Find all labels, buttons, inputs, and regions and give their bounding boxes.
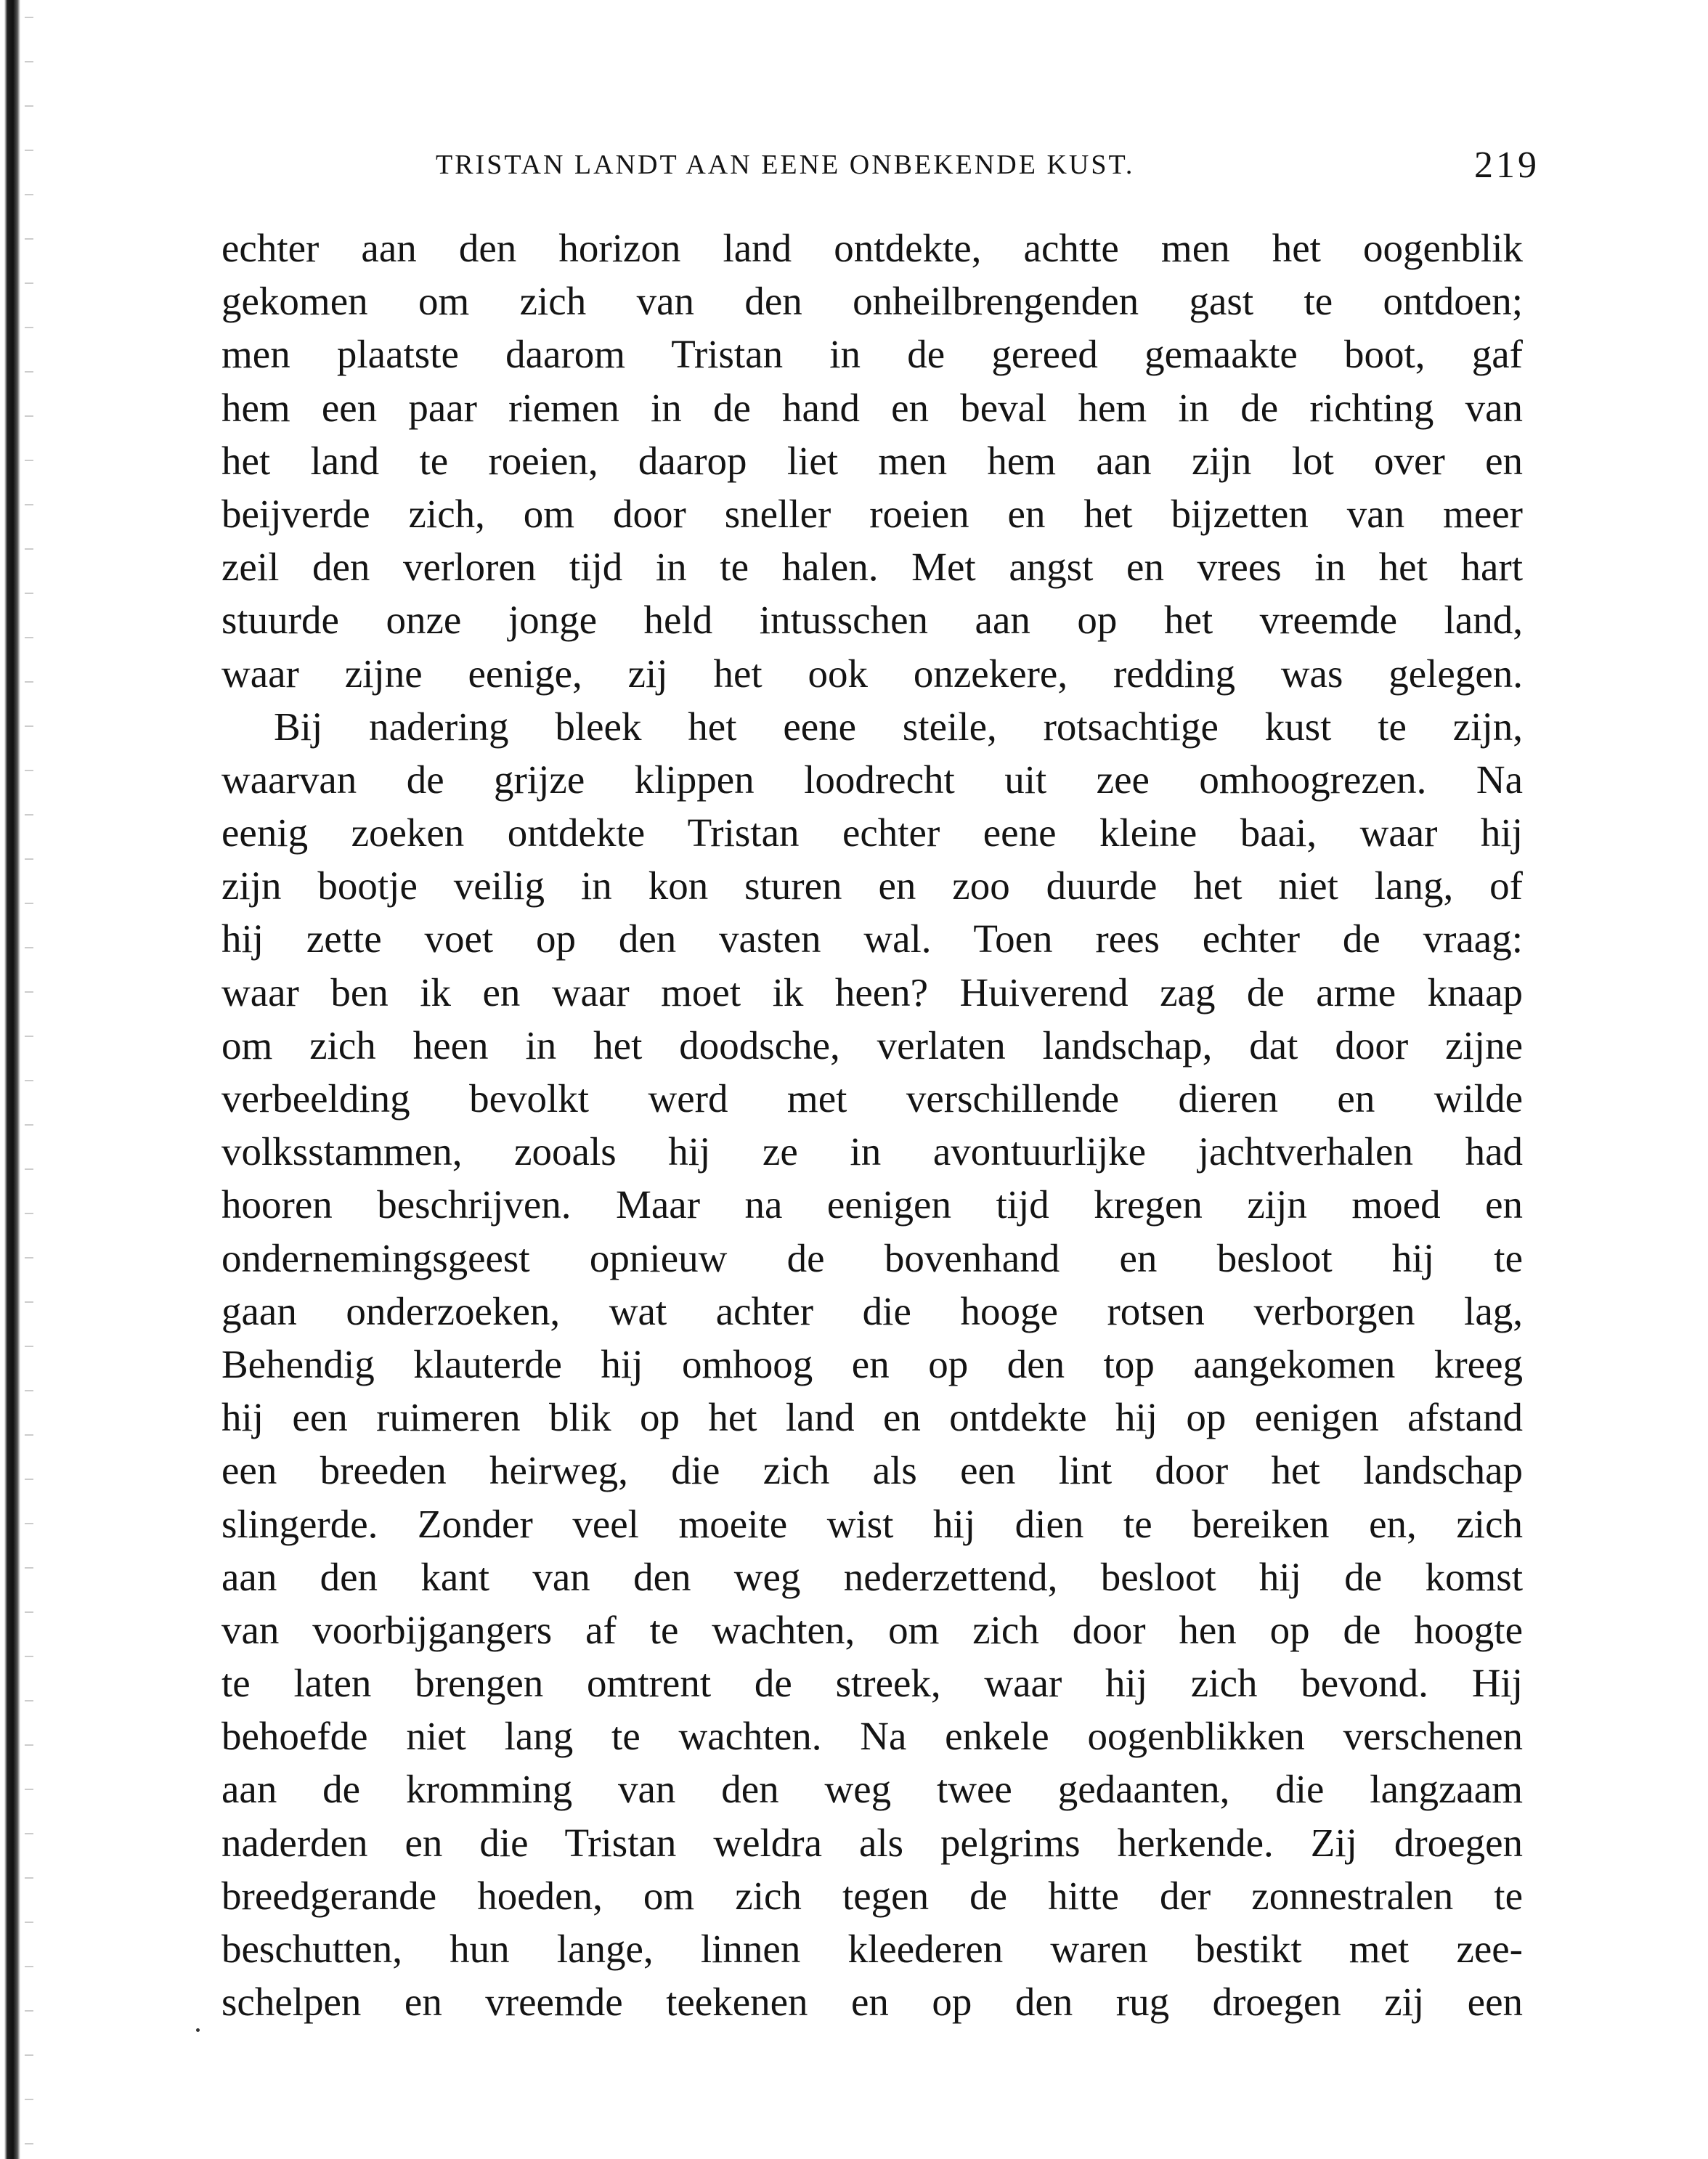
- text-line: Bij nadering bleek het eene steile, rotsachtige kust te zijn,: [274, 704, 1523, 749]
- text-line: waar ben ik en waar moet ik heen? Huiverend zag de arme knaap: [221, 969, 1523, 1015]
- text-line: breedgerande hoeden, om zich tegen de hitte der zonnestralen te: [221, 1873, 1523, 1918]
- text-line: hij een ruimeren blik op het land en ontdekte hij op eenigen afstand: [221, 1395, 1523, 1440]
- text-line: zijn bootje veilig in kon sturen en zoo duurde het niet lang, of: [221, 863, 1523, 908]
- text-line: zeil den verloren tijd in te halen. Met angst en vrees in het hart: [221, 545, 1523, 590]
- text-line: waar zijne eenige, zij het ook onzekere, redding was gelegen.: [221, 651, 1523, 696]
- text-line: echter aan den horizon land ontdekte, achtte men het oogenblik: [221, 226, 1523, 270]
- text-line: gekomen om zich van den onheilbrengenden gast te ontdoen;: [221, 279, 1523, 324]
- text-line: Behendig klauterde hij omhoog en op den top aangekomen kreeg: [221, 1341, 1523, 1386]
- text-line: van voorbijgangers af te wachten, om zich door hen op de hoogte: [221, 1607, 1523, 1652]
- text-line: beijverde zich, om door sneller roeien en het bijzetten van meer: [221, 491, 1523, 536]
- text-line: aan de kromming van den weg twee gedaanten, die langzaam: [221, 1767, 1523, 1812]
- page-binding-edge: [4, 0, 20, 2159]
- text-line: beschutten, hun lange, linnen kleederen waren bestikt met zee-: [221, 1927, 1523, 1971]
- text-line: gaan onderzoeken, wat achter die hooge rotsen verborgen lag,: [221, 1288, 1523, 1333]
- text-line: waarvan de grijze klippen loodrecht uit zee omhoogrezen. Na: [221, 757, 1523, 802]
- text-line: hij zette voet op den vasten wal. Toen rees echter de vraag:: [221, 916, 1523, 961]
- text-line: een breeden heirweg, die zich als een lint door het landschap: [221, 1448, 1523, 1493]
- text-line: verbeelding bevolkt werd met verschillende dieren en wilde: [221, 1076, 1523, 1121]
- text-line: ondernemingsgeest opnieuw de bovenhand en besloot hij te: [221, 1235, 1523, 1280]
- running-header: TRISTAN LANDT AAN EENE ONBEKENDE KUST.: [436, 150, 1135, 180]
- text-line: eenig zoeken ontdekte Tristan echter eene kleine baai, waar hij: [221, 810, 1523, 855]
- body-text: [221, 221, 1523, 2028]
- scan-speckle: [25, 0, 33, 2159]
- text-line: te laten brengen omtrent de streek, waar hij zich bevond. Hij: [221, 1661, 1523, 1706]
- page-number: 219: [1474, 145, 1540, 186]
- scan-dot: [196, 2028, 200, 2032]
- text-line: stuurde onze jonge held intusschen aan op het vreemde land,: [221, 598, 1523, 643]
- text-line: naderden en die Tristan weldra als pelgrims herkende. Zij droegen: [221, 1820, 1523, 1865]
- text-line: schelpen en vreemde teekenen en op den rug droegen zij een: [221, 1980, 1523, 2025]
- text-line: volksstammen, zooals hij ze in avontuurlijke jachtverhalen had: [221, 1129, 1523, 1174]
- text-line: om zich heen in het doodsche, verlaten landschap, dat door zijne: [221, 1022, 1523, 1068]
- text-line: slingerde. Zonder veel moeite wist hij dien te bereiken en, zich: [221, 1501, 1523, 1546]
- text-line: men plaatste daarom Tristan in de gereed gemaakte boot, gaf: [221, 332, 1523, 377]
- text-line: aan den kant van den weg nederzettend, besloot hij de komst: [221, 1554, 1523, 1599]
- text-line: hooren beschrijven. Maar na eenigen tijd kregen zijn moed en: [221, 1182, 1523, 1227]
- text-line: het land te roeien, daarop liet men hem aan zijn lot over en: [221, 438, 1523, 483]
- text-line: behoefde niet lang te wachten. Na enkele oogenblikken verschenen: [221, 1714, 1523, 1759]
- text-line: hem een paar riemen in de hand en beval hem in de richting van: [221, 385, 1523, 430]
